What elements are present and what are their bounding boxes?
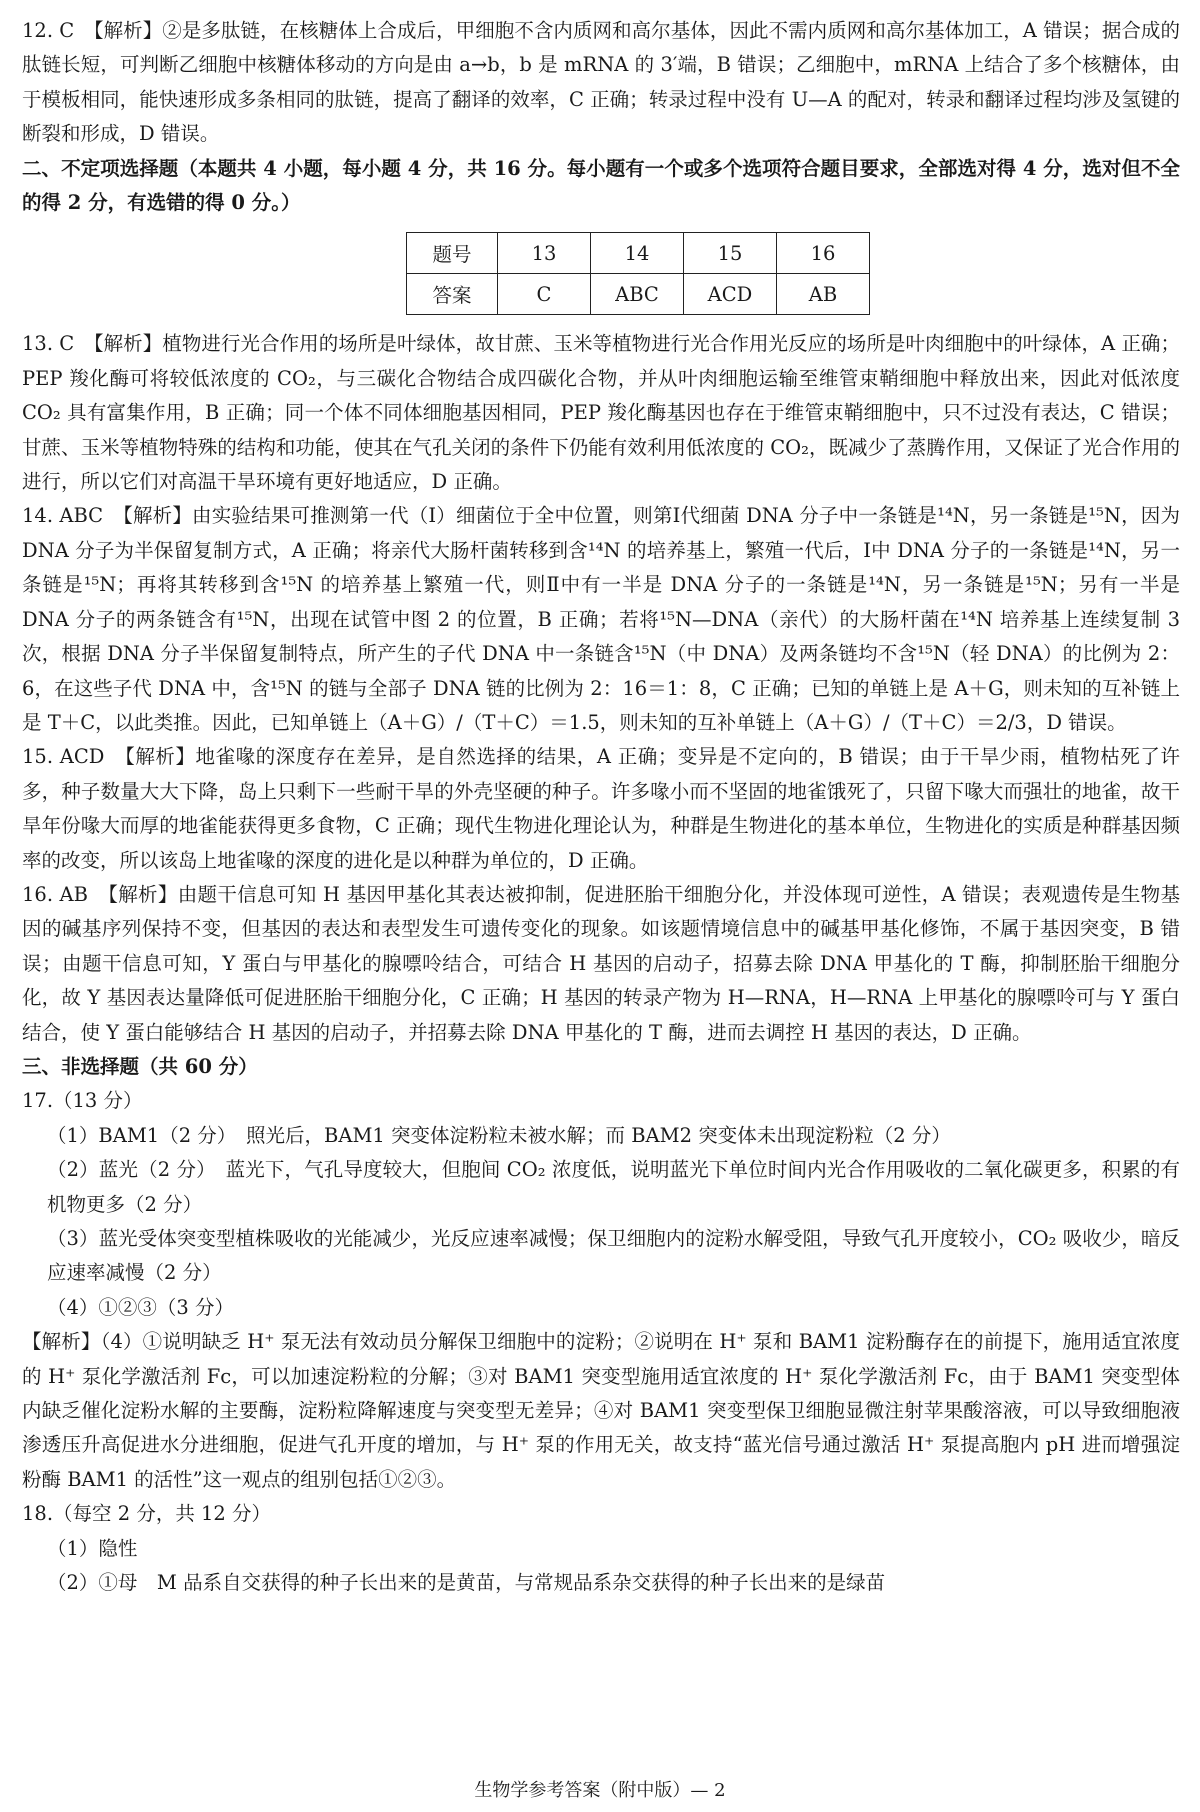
section-2-heading: 二、不定项选择题（本题共 4 小题，每小题 4 分，共 16 分。每小题有一个或多个选项符合题目要求，全部选对得 4 分，选对但不全的得 2 分，有选错的得 0 分。） — [22, 156, 1180, 215]
q15-answer: 15. ACD 【解析】地雀喙的深度存在差异，是自然选择的结果，A 正确；变异是不定向的，B 错误；由于干旱少雨，植物枯死了许多，种子数量大大下降，岛上只剩下一些耐干旱的外壳坚硬的种子。许多喙小而不坚固的地雀饿死了，只留下喙大而强壮的地雀，故干旱年份喙大而厚的地雀能获得更多食物，C 正确；现代生物进化理论认为，种群是生物进化的基本单位，生物进化的实质是种群基因频率的改变，所以该岛上地雀喙的深度的进化是以种群为单位的，D 正确。 — [22, 745, 1180, 872]
table-cell: 15 — [684, 233, 777, 274]
q17-part-3: （3）蓝光受体突变型植株吸收的光能减少，光反应速率减慢；保卫细胞内的淀粉水解受阻，导致气孔开度较小，CO₂ 吸收少，暗反应速率减慢（2 分） — [47, 1227, 1180, 1285]
table-cell: ACD — [684, 274, 777, 315]
q17-heading: 17.（13 分） — [22, 1089, 143, 1113]
table-row — [407, 233, 870, 274]
answer-page — [22, 14, 1180, 1600]
q17-part-4: （4）①②③（3 分） — [47, 1295, 235, 1319]
q18-part-2: （2）①母 M 品系自交获得的种子长出来的是黄苗，与常规品系杂交获得的种子长出来的是绿苗 — [47, 1571, 886, 1595]
table-cell: 题号 — [407, 233, 498, 274]
table-cell: 16 — [777, 233, 870, 274]
answer-table — [406, 232, 870, 315]
section-3-heading: 三、非选择题（共 60 分） — [22, 1054, 258, 1078]
q17-part-2: （2）蓝光（2 分） 蓝光下，气孔导度较大，但胞间 CO₂ 浓度低，说明蓝光下单位时间内光合作用吸收的二氧化碳更多，积累的有机物更多（2 分） — [47, 1158, 1180, 1216]
table-cell: 答案 — [407, 274, 498, 315]
table-cell: ABC — [591, 274, 684, 315]
table-cell: AB — [777, 274, 870, 315]
q14-answer: 14. ABC 【解析】由实验结果可推测第一代（Ⅰ）细菌位于全中位置，则第Ⅰ代细菌 DNA 分子中一条链是¹⁴N，另一条链是¹⁵N，因为 DNA 分子为半保留复制方式，A 正确；将亲代大肠杆菌转移到含¹⁴N 的培养基上，繁殖一代后，Ⅰ中 DNA 分子的一条链是¹⁴N，另一条链是¹⁵N；再将其转移到含¹⁵N 的培养基上繁殖一代，则Ⅱ中有一半是 DNA 分子的一条链是¹⁴N，另一条链是¹⁵N；另有一半是 DNA 分子的两条链含有¹⁵N，出现在试管中图 2 的位置，B 正确；若将¹⁵N—DNA（亲代）的大肠杆菌在¹⁴N 培养基上连续复制 3 次，根据 DNA 分子半保留复制特点，所产生的子代 DNA 中一条链含¹⁵N（中 DNA）及两条链均不含¹⁵N（轻 DNA）的比例为 2：6，在这些子代 DNA 中，含¹⁵N 的链与全部子 DNA 链的比例为 2：16＝1：8，C 正确；已知的单链上是 A＋G，则未知的互补链上是 T＋C，以此类推。因此，已知单链上（A＋G）/（T＋C）＝1.5，则未知的互补单链上（A＋G）/（T＋C）＝2/3，D 错误。 — [22, 504, 1180, 734]
q12-answer: 12. C 【解析】②是多肽链，在核糖体上合成后，甲细胞不含内质网和高尔基体，因此不需内质网和高尔基体加工，A 错误；据合成的肽链长短，可判断乙细胞中核糖体移动的方向是由 a→b，b 是 mRNA 的 3′端，B 错误；乙细胞中，mRNA 上结合了多个核糖体，由于模板相同，能快速形成多条相同的肽链，提高了翻译的效率，C 正确；转录过程中没有 U—A 的配对，转录和翻译过程均涉及氢键的断裂和形成，D 错误。 — [22, 19, 1180, 146]
q18-heading: 18.（每空 2 分，共 12 分） — [22, 1502, 272, 1526]
page-footer: 生物学参考答案（附中版）— 2 — [474, 1780, 726, 1801]
q13-answer: 13. C 【解析】植物进行光合作用的场所是叶绿体，故甘蔗、玉米等植物进行光合作用光反应的场所是叶肉细胞中的叶绿体，A 正确；PEP 羧化酶可将较低浓度的 CO₂，与三碳化合物结合成四碳化合物，并从叶肉细胞运输至维管束鞘细胞中释放出来，因此对低浓度 CO₂ 具有富集作用，B 正确；同一个体不同体细胞基因相同，PEP 羧化酶基因也存在于维管束鞘细胞中，只不过没有表达，C 错误；甘蔗、玉米等植物特殊的结构和功能，使其在气孔关闭的条件下仍能有效利用低浓度的 CO₂，既减少了蒸腾作用，又保证了光合作用的进行，所以它们对高温干旱环境有更好地适应，D 正确。 — [22, 332, 1180, 494]
q17-analysis: 【解析】（4）①说明缺乏 H⁺ 泵无法有效动员分解保卫细胞中的淀粉；②说明在 H⁺ 泵和 BAM1 淀粉酶存在的前提下，施用适宜浓度的 H⁺ 泵化学激活剂 Fc，可以加速淀粉粒的分解；③对 BAM1 突变型施用适宜浓度的 H⁺ 泵化学激活剂 Fc，由于 BAM1 突变型体内缺乏催化淀粉水解的主要酶，淀粉粒降解速度与突变型无差异；④对 BAM1 突变型保卫细胞显微注射苹果酸溶液，可以导致细胞液渗透压升高促进水分进细胞，促进气孔开度的增加，与 H⁺ 泵的作用无关，故支持“蓝光信号通过激活 H⁺ 泵提高胞内 pH 进而增强淀粉酶 BAM1 的活性”这一观点的组别包括①②③。 — [22, 1330, 1180, 1491]
q18-part-1: （1）隐性 — [47, 1536, 138, 1560]
table-cell: 14 — [591, 233, 684, 274]
table-cell: 13 — [498, 233, 591, 274]
q16-answer: 16. AB 【解析】由题干信息可知 H 基因甲基化其表达被抑制，促进胚胎干细胞分化，并没体现可逆性，A 错误；表观遗传是生物基因的碱基序列保持不变，但基因的表达和表型发生可遗传变化的现象。如该题情境信息中的碱基甲基化修饰，不属于基因突变，B 错误；由题干信息可知，Y 蛋白与甲基化的腺嘌呤结合，可结合 H 基因的启动子，招募去除 DNA 甲基化的 T 酶，抑制胚胎干细胞分化，故 Y 基因表达量降低可促进胚胎干细胞分化，C 正确；H 基因的转录产物为 H—RNA，H—RNA 上甲基化的腺嘌呤可与 Y 蛋白结合，使 Y 蛋白能够结合 H 基因的启动子，并招募去除 DNA 甲基化的 T 酶，进而去调控 H 基因的表达，D 正确。 — [22, 882, 1180, 1044]
q17-part-1: （1）BAM1（2 分） 照光后，BAM1 突变体淀粉粒未被水解；而 BAM2 突变体未出现淀粉粒（2 分） — [47, 1123, 951, 1147]
table-row — [407, 274, 870, 315]
table-cell: C — [498, 274, 591, 315]
